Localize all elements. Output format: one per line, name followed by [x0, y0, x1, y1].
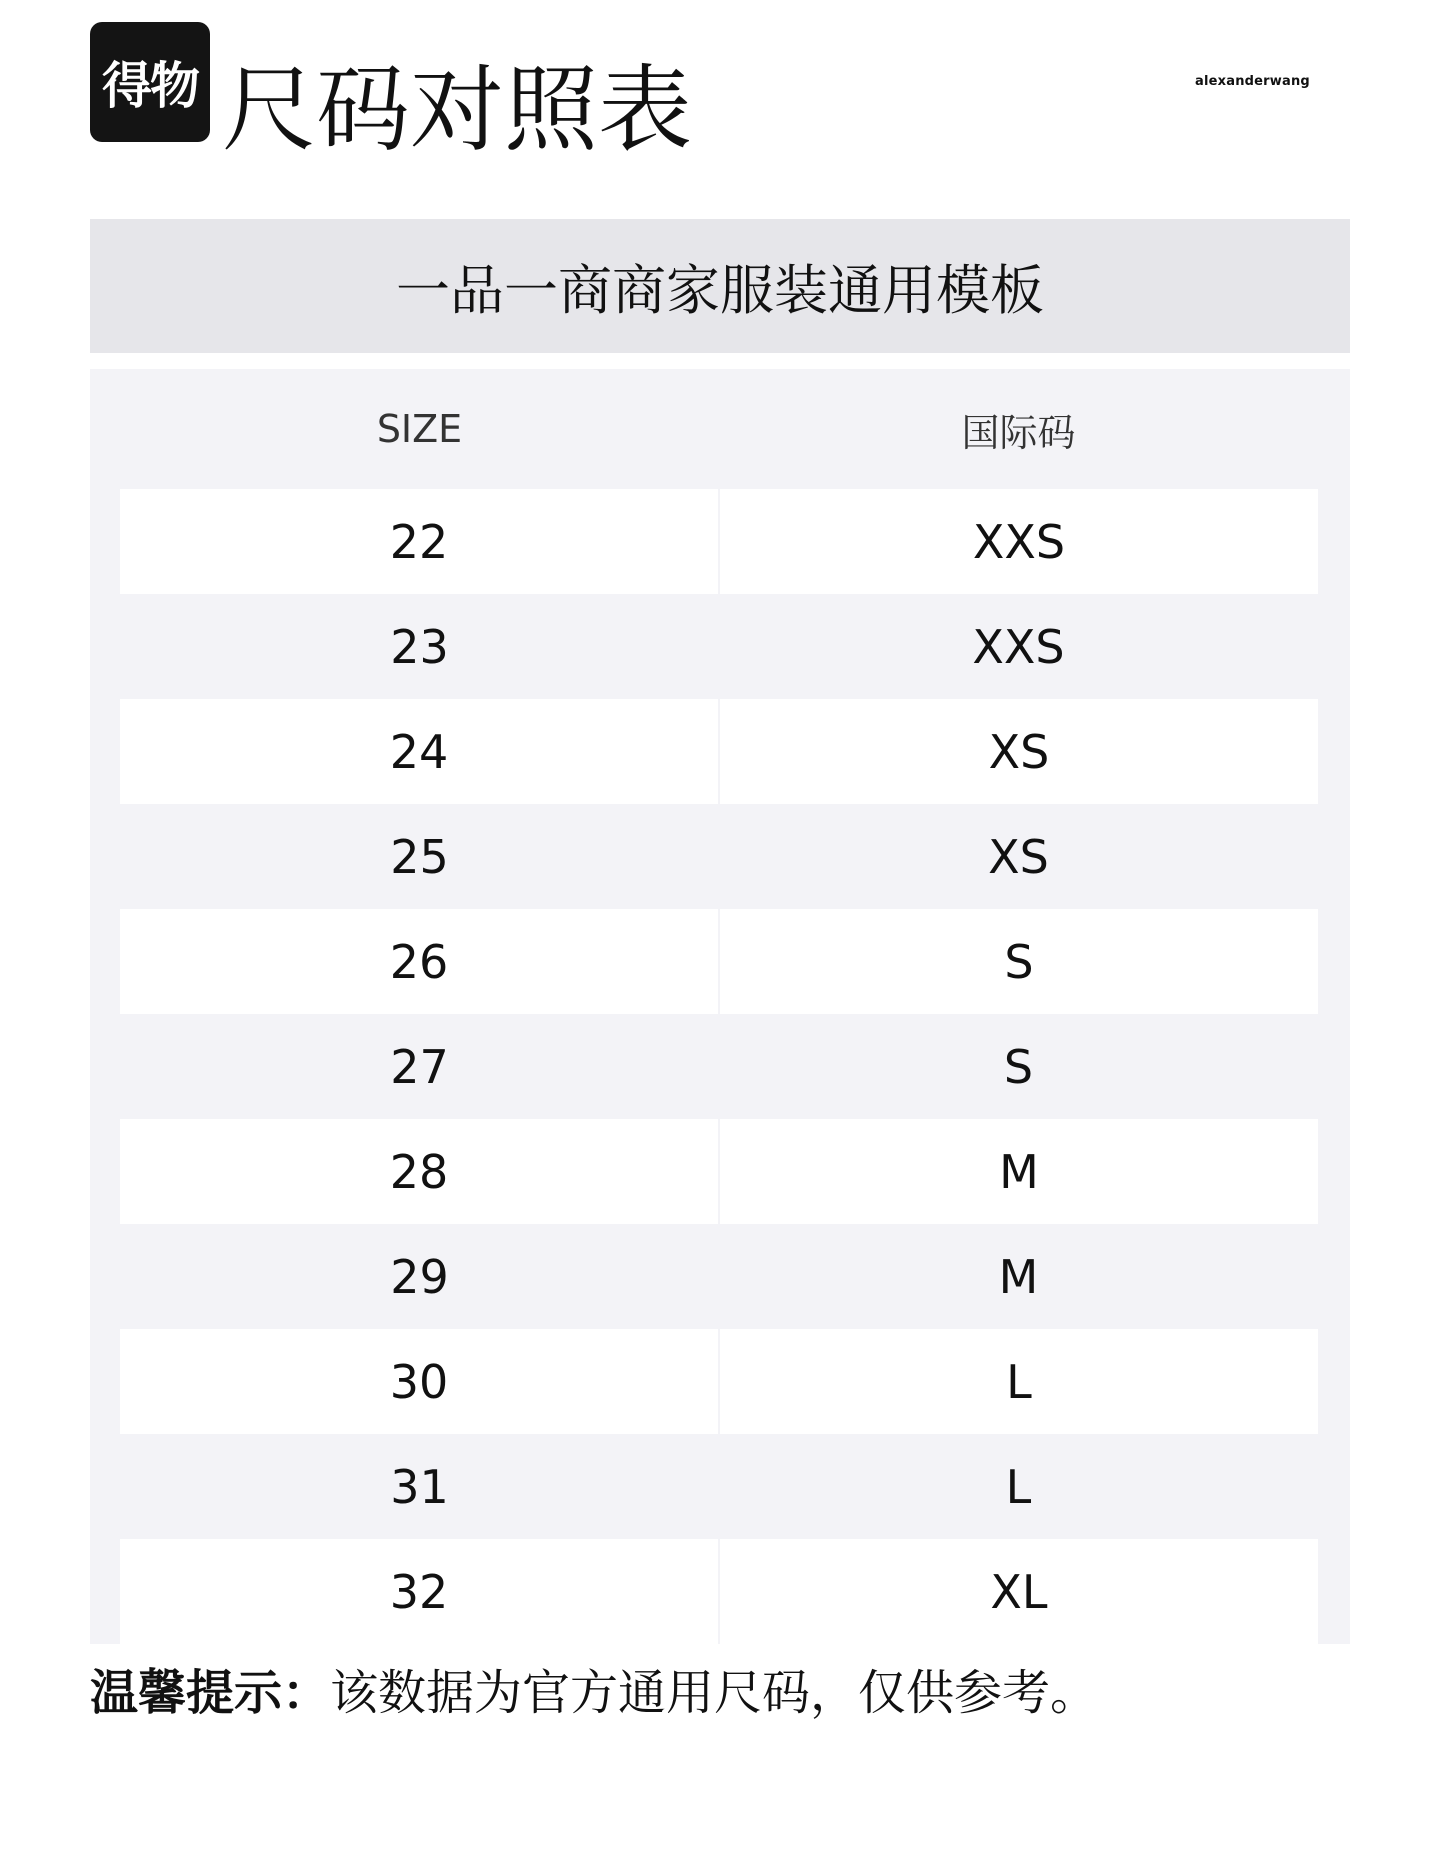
table-row [120, 489, 1318, 594]
international-size-cell: L [1006, 1354, 1032, 1409]
size-cell: 31 [390, 1459, 449, 1514]
size-cell: 25 [390, 829, 449, 884]
international-size-cell: XL [990, 1564, 1048, 1619]
size-cell: 22 [120, 489, 720, 594]
table-row [120, 1224, 1318, 1329]
logo-text: 得物 [102, 57, 198, 115]
template-label: 一品一商商家服装通用模板 [90, 219, 1350, 353]
column-header-size: SIZE [376, 407, 463, 451]
dewu-logo [90, 22, 210, 142]
size-cell: 24 [120, 699, 720, 804]
table-row [120, 1329, 1318, 1434]
table-body [120, 489, 1318, 1644]
table-row [120, 909, 1318, 1014]
footer-note [90, 1663, 1098, 1723]
international-size-cell: S [1003, 1039, 1034, 1094]
footer-text: 该数据为官方通用尺码，仅供参考。 [330, 1665, 1099, 1721]
table-row [120, 594, 1318, 699]
size-cell: 26 [120, 909, 720, 1014]
column-header-international: 国际码 [961, 410, 1076, 455]
international-size-cell: S [1004, 934, 1034, 989]
international-size-cell: XXS [972, 619, 1065, 674]
brand-wordmark: alexanderwang [1195, 74, 1310, 89]
international-size-cell: L [1005, 1459, 1032, 1514]
international-size-cell: XS [988, 724, 1050, 779]
table-row [120, 1539, 1318, 1644]
table-row [120, 1014, 1318, 1119]
footer-label: 温馨提示： [90, 1665, 331, 1721]
international-size-cell: XS [988, 829, 1049, 884]
size-cell: 23 [390, 619, 449, 674]
table-row [120, 1119, 1318, 1224]
table-row [120, 699, 1318, 804]
size-cell: 28 [120, 1119, 720, 1224]
size-cell: 27 [390, 1039, 449, 1094]
international-size-cell: XXS [972, 514, 1066, 569]
size-cell: 32 [120, 1539, 720, 1644]
size-table [90, 369, 1350, 1644]
page-title: 尺码对照表 [222, 56, 693, 165]
table-header [120, 369, 1318, 489]
size-cell: 29 [390, 1249, 449, 1304]
size-cell: 30 [120, 1329, 720, 1434]
international-size-cell: M [998, 1249, 1039, 1304]
table-row [120, 1434, 1318, 1539]
table-row [120, 804, 1318, 909]
international-size-cell: M [999, 1144, 1039, 1199]
